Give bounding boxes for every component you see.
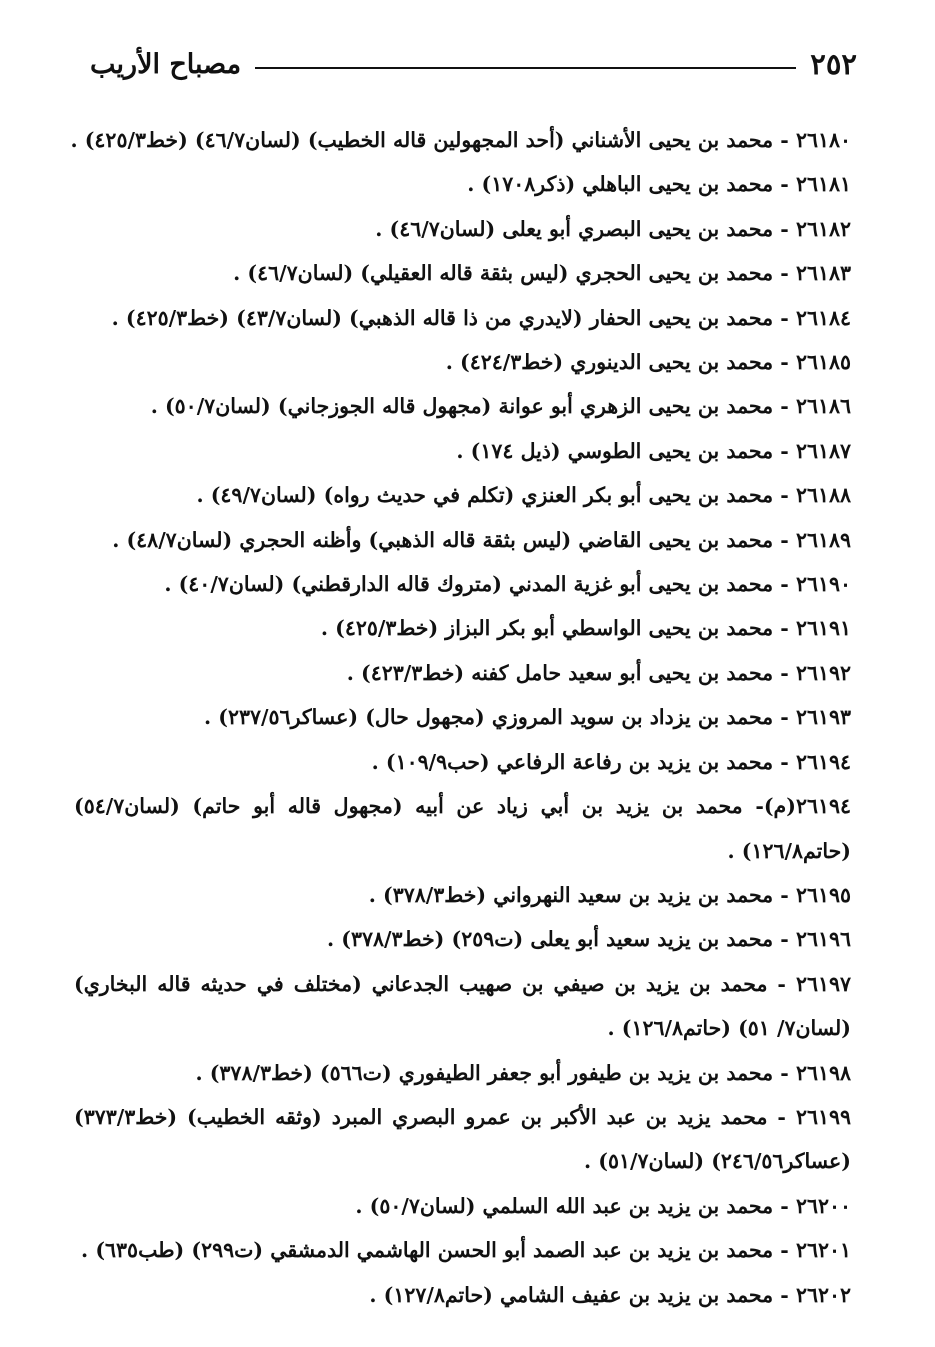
entry-26184: ٢٦١٨٤ - محمد بن يحيى الحفار (لايدري من ذا قاله الذهبي) (لسان٤٣/٧) (خط٤٢٥/٣) . [111,305,851,330]
entry-26197: ٢٦١٩٧ - محمد بن يزيد بن صيفي بن صهيب الجدعاني (مختلف في حديثه قاله البخاري) (لسان٧/ ٥١) (حاتم١٢٦/٨) . [74,971,851,1041]
entry-26194: ٢٦١٩٤ - محمد بن يزيد بن رفاعة الرفاعي (حب١٠٩/٩) . [371,749,851,774]
entry-26200: ٢٦٢٠٠ - محمد بن يزيد بن عبد الله السلمي (لسان٥٠/٧) . [355,1193,851,1218]
entry-26185: ٢٦١٨٥ - محمد بن يحيى الدينوري (خط٤٢٤/٣) . [445,350,851,375]
entry-26186: ٢٦١٨٦ - محمد بن يحيى الزهري أبو عوانة (مجهول قاله الجوزجاني) (لسان٥٠/٧) . [150,394,851,419]
entry-26190: ٢٦١٩٠ - محمد بن يحيى أبو غزية المدني (متروك قاله الدارقطني) (لسان٤٠/٧) . [164,572,851,597]
entry-26181: ٢٦١٨١ - محمد بن يحيى الباهلي (ذكر١٧٠٨) . [467,172,851,197]
entry-26195: ٢٦١٩٥ - محمد بن يزيد بن سعيد النهرواني (خط٣٧٨/٣) . [368,882,851,907]
entry-26188: ٢٦١٨٨ - محمد بن يحيى أبو بكر العنزي (تكلم في حديث رواه) (لسان٤٩/٧) . [196,483,851,508]
entry-26193: ٢٦١٩٣ - محمد بن يزداد بن سويد المروزي (مجهول حال) (عساكر٢٣٧/٥٦) . [204,705,851,730]
entry-26196: ٢٦١٩٦ - محمد بن يزيد سعيد أبو يعلى (ت٢٥٩) (خط٣٧٨/٣) . [327,927,851,952]
entry-26182: ٢٦١٨٢ - محمد بن يحيى البصري أبو يعلى (لسان٤٦/٧) . [375,216,851,241]
entries-list [70,118,851,1317]
entry-26199: ٢٦١٩٩ - محمد يزيد بن عبد الأكبر بن عمرو البصري المبرد (وثقه الخطيب) (خط٣٧٣/٣) (عساكر٢٤٦/٥٦) (لسان٥١/٧) . [74,1104,851,1174]
entry-26198: ٢٦١٩٨ - محمد بن يزيد بن طيفور أبو جعفر الطيفوري (ت٥٦٦) (خط٣٧٨/٣) . [195,1060,851,1085]
book-title: مصباح الأريب [90,48,242,80]
entry-26192: ٢٦١٩٢ - محمد بن يحيى أبو سعيد حامل كفنه (خط٤٢٣/٣) . [346,660,851,685]
entry-26201: ٢٦٢٠١ - محمد بن يزيد بن عبد الصمد أبو الحسن الهاشمي الدمشقي (ت٢٩٩) (طب٦٣٥) . [81,1238,851,1263]
entry-26191: ٢٦١٩١ - محمد بن يحيى الواسطي أبو بكر البزاز (خط٤٢٥/٣) . [320,616,851,641]
page-header [90,40,857,88]
entry-26187: ٢٦١٨٧ - محمد بن يحيى الطوسي (ذيل ١٧٤) . [456,438,851,463]
entry-26189: ٢٦١٨٩ - محمد بن يحيى القاضي (ليس بثقة قاله الذهبي) وأظنه الحجري (لسان٤٨/٧) . [112,527,851,552]
entry-26180: ٢٦١٨٠ - محمد بن يحيى الأشناني (أحد المجهولين قاله الخطيب) (لسان٤٦/٧) (خط٤٢٥/٣) . [70,128,851,152]
header-rule [255,67,796,69]
entry-26202: ٢٦٢٠٢ - محمد بن يزيد بن عفيف الشامي (حاتم١٢٧/٨) . [369,1282,851,1307]
entry-26183: ٢٦١٨٣ - محمد بن يحيى الحجري (ليس بثقة قاله العقيلي) (لسان٤٦/٧) . [233,261,851,286]
page-number: ٢٥٢ [810,47,857,81]
entry-26194m: ٢٦١٩٤(م)- محمد بن يزيد بن أبي زياد عن أبيه (مجهول قاله أبو حاتم) (لسان٥٤/٧) (حاتم١٢٦/٨) . [74,794,851,863]
